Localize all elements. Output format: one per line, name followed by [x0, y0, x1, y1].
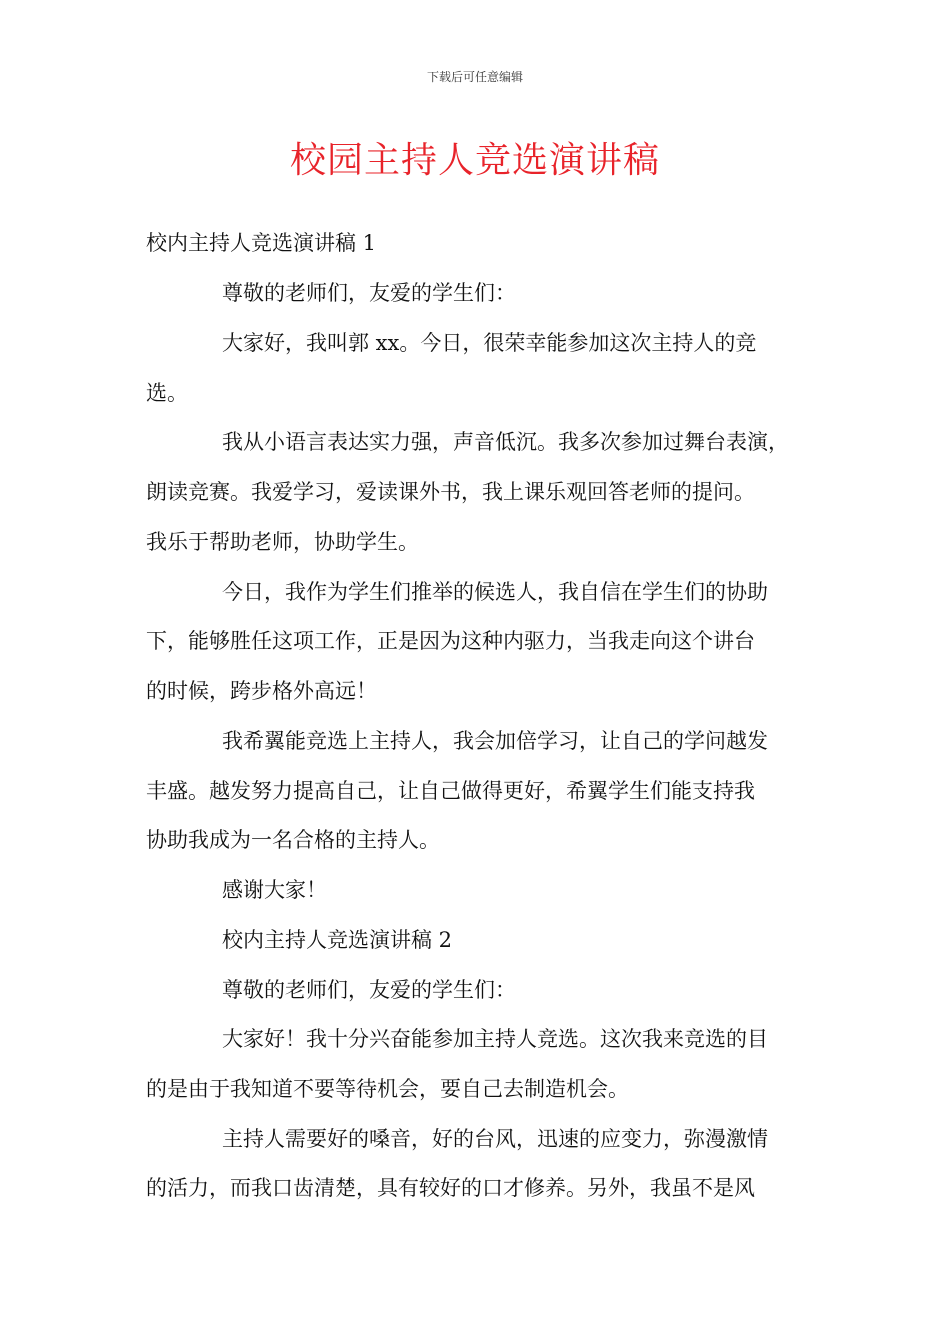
paragraph-line: 朗读竞赛。我爱学习，爱读课外书，我上课乐观回答老师的提问。 — [146, 480, 755, 504]
section-heading-2: 校内主持人竞选演讲稿 2 — [222, 928, 453, 952]
paragraph-line: 下，能够胜任这项工作，正是因为这种内驱力，当我走向这个讲台 — [146, 629, 755, 653]
document-title: 校园主持人竞选演讲稿 — [289, 140, 660, 181]
paragraph-line: 的是由于我知道不要等待机会，要自己去制造机会。 — [146, 1077, 629, 1101]
paragraph-line: 主持人需要好的嗓音，好的台风，迅速的应变力，弥漫激情 — [222, 1127, 768, 1151]
paragraph-line: 我希翼能竞选上主持人，我会加倍学习，让自己的学问越发 — [222, 729, 768, 753]
paragraph-line: 大家好！我十分兴奋能参加主持人竞选。这次我来竞选的目 — [222, 1027, 768, 1051]
header-note: 下载后可任意编辑 — [426, 70, 523, 84]
salutation-1: 尊敬的老师们，友爱的学生们： — [222, 281, 516, 305]
paragraph-line: 今日，我作为学生们推举的候选人，我自信在学生们的协助 — [222, 580, 768, 604]
paragraph-line: 我乐于帮助老师，协助学生。 — [146, 530, 419, 554]
paragraph-line: 我从小语言表达实力强，声音低沉。我多次参加过舞台表演， — [222, 430, 789, 454]
closing-line: 感谢大家！ — [222, 878, 327, 902]
paragraph-line: 的时候，跨步格外高远！ — [146, 679, 377, 703]
paragraph-line: 大家好，我叫郭 xx。今日，很荣幸能参加这次主持人的竞 — [222, 331, 757, 355]
salutation-2: 尊敬的老师们，友爱的学生们： — [222, 978, 516, 1002]
paragraph-line: 选。 — [146, 381, 188, 405]
section-heading-1: 校内主持人竞选演讲稿 1 — [146, 231, 377, 255]
paragraph-line: 协助我成为一名合格的主持人。 — [146, 828, 440, 852]
paragraph-line: 丰盛。越发努力提高自己，让自己做得更好，希翼学生们能支持我 — [146, 779, 755, 803]
paragraph-line: 的活力，而我口齿清楚，具有较好的口才修养。另外，我虽不是风 — [146, 1176, 755, 1200]
